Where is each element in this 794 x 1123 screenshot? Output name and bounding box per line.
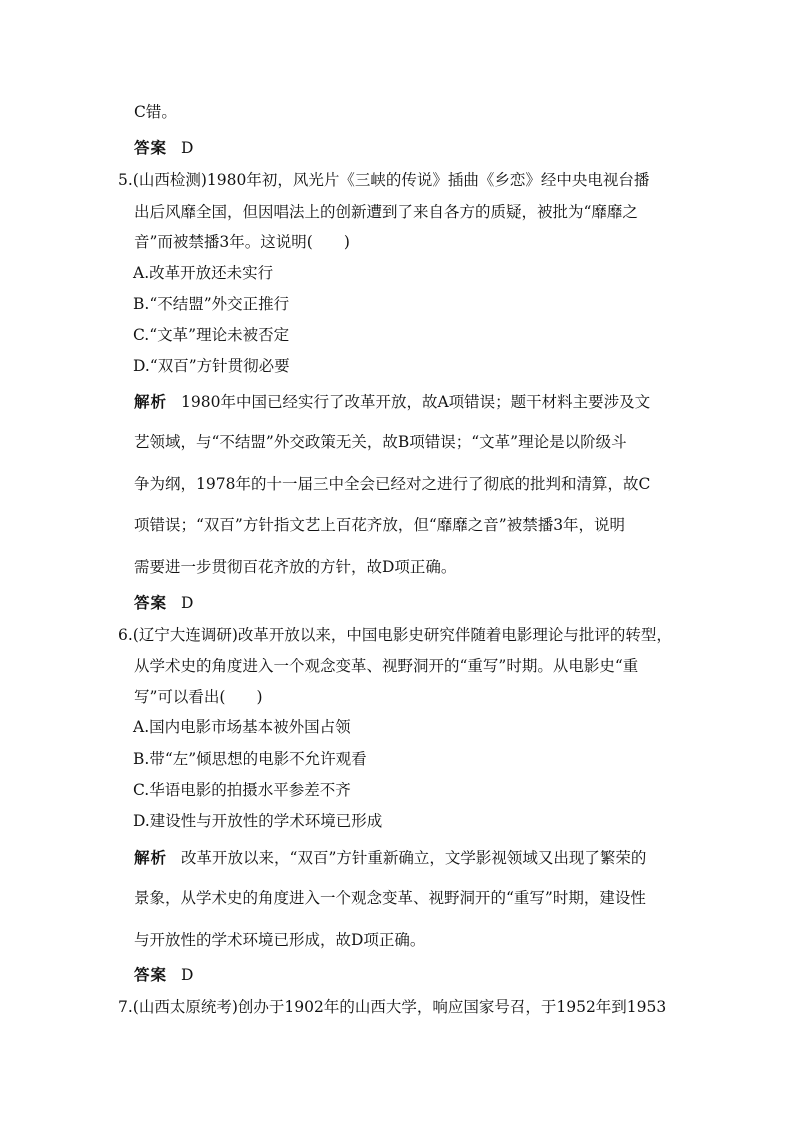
question-source: (辽宁大连调研) <box>132 626 238 644</box>
question-6-option-d: D.建设性与开放性的学术环境已形成 <box>133 812 383 830</box>
question-5-analysis-line-1 <box>134 392 650 412</box>
question-5-analysis-line-4: 项错误；“双百”方针指文艺上百花齐放，但“靡靡之音”被禁播3年，说明 <box>134 516 626 534</box>
analysis-text: 改革开放以来，“双百”方针重新确立，文学影视领域又出现了繁荣的 <box>181 849 647 867</box>
question-5-option-d: D.“双百”方针贯彻必要 <box>133 357 290 375</box>
previous-analysis-tail: C错。 <box>134 103 177 121</box>
question-6-stem-line-2: 从学术史的角度进入一个观念变革、视野洞开的“重写”时期。从电影史“重 <box>134 657 639 675</box>
question-5-option-c: C.“文革”理论未被否定 <box>133 326 290 344</box>
analysis-label: 解析 <box>134 848 168 867</box>
answer-label: 答案 <box>134 593 168 612</box>
question-number: 6. <box>118 626 133 644</box>
question-6-analysis-line-3: 与开放性的学术环境已形成，故D项正确。 <box>134 931 426 949</box>
question-number: 7. <box>118 998 133 1016</box>
answer-label: 答案 <box>134 965 168 984</box>
analysis-label: 解析 <box>134 392 168 411</box>
question-number: 5. <box>118 171 133 189</box>
answer-value: D <box>181 594 194 612</box>
question-5-option-a: A.改革开放还未实行 <box>133 264 274 282</box>
question-5-stem-line-2: 出后风靡全国，但因唱法上的创新遭到了来自各方的质疑，被批为“靡靡之 <box>134 203 638 221</box>
question-6-analysis-line-2: 景象，从学术史的角度进入一个观念变革、视野洞开的“重写”时期，建设性 <box>134 889 646 907</box>
question-5-stem-line-1 <box>118 170 649 190</box>
answer-label: 答案 <box>134 138 168 157</box>
question-stem-text: 创办于1902年的山西大学，响应国家号召，于1952年到1953 <box>237 998 667 1016</box>
answer-value: D <box>181 139 194 157</box>
analysis-text: 1980年中国已经实行了改革开放，故A项错误；题干材料主要涉及文 <box>181 393 651 411</box>
question-6-option-b: B.带“左”倾思想的电影不允许观看 <box>133 750 367 768</box>
question-5-analysis-line-3: 争为纲，1978年的十一届三中全会已经对之进行了彻底的批判和清算，故C <box>134 475 651 493</box>
question-6-option-c: C.华语电影的拍摄水平参差不齐 <box>133 781 351 799</box>
question-5-analysis-line-2: 艺领域，与“不结盟”外交政策无关，故B项错误；“文革”理论是以阶级斗 <box>134 433 627 451</box>
answer-line-q4 <box>134 138 193 158</box>
question-6-stem-line-1 <box>118 625 672 645</box>
question-5-stem-line-3: 音”而被禁播3年。这说明( ) <box>134 233 350 251</box>
question-stem-text: 改革开放以来，中国电影史研究伴随着电影理论与批评的转型， <box>237 626 672 644</box>
answer-value: D <box>181 966 194 984</box>
question-6-option-a: A.国内电影市场基本被外国占领 <box>133 718 351 736</box>
question-5-analysis-line-5: 需要进一步贯彻百花齐放的方针，故D项正确。 <box>134 558 457 576</box>
question-source: (山西太原统考) <box>132 998 238 1016</box>
question-stem-text: 1980年初，风光片《三峡的传说》插曲《乡恋》经中央电视台播 <box>206 171 650 189</box>
answer-line-q6 <box>134 965 193 985</box>
question-6-analysis-line-1 <box>134 848 646 868</box>
question-source: (山西检测) <box>132 171 207 189</box>
question-7-stem-line-1 <box>118 997 666 1017</box>
question-5-option-b: B.“不结盟”外交正推行 <box>133 295 290 313</box>
answer-line-q5 <box>134 593 193 613</box>
question-6-stem-line-3: 写”可以看出( ) <box>134 688 263 706</box>
